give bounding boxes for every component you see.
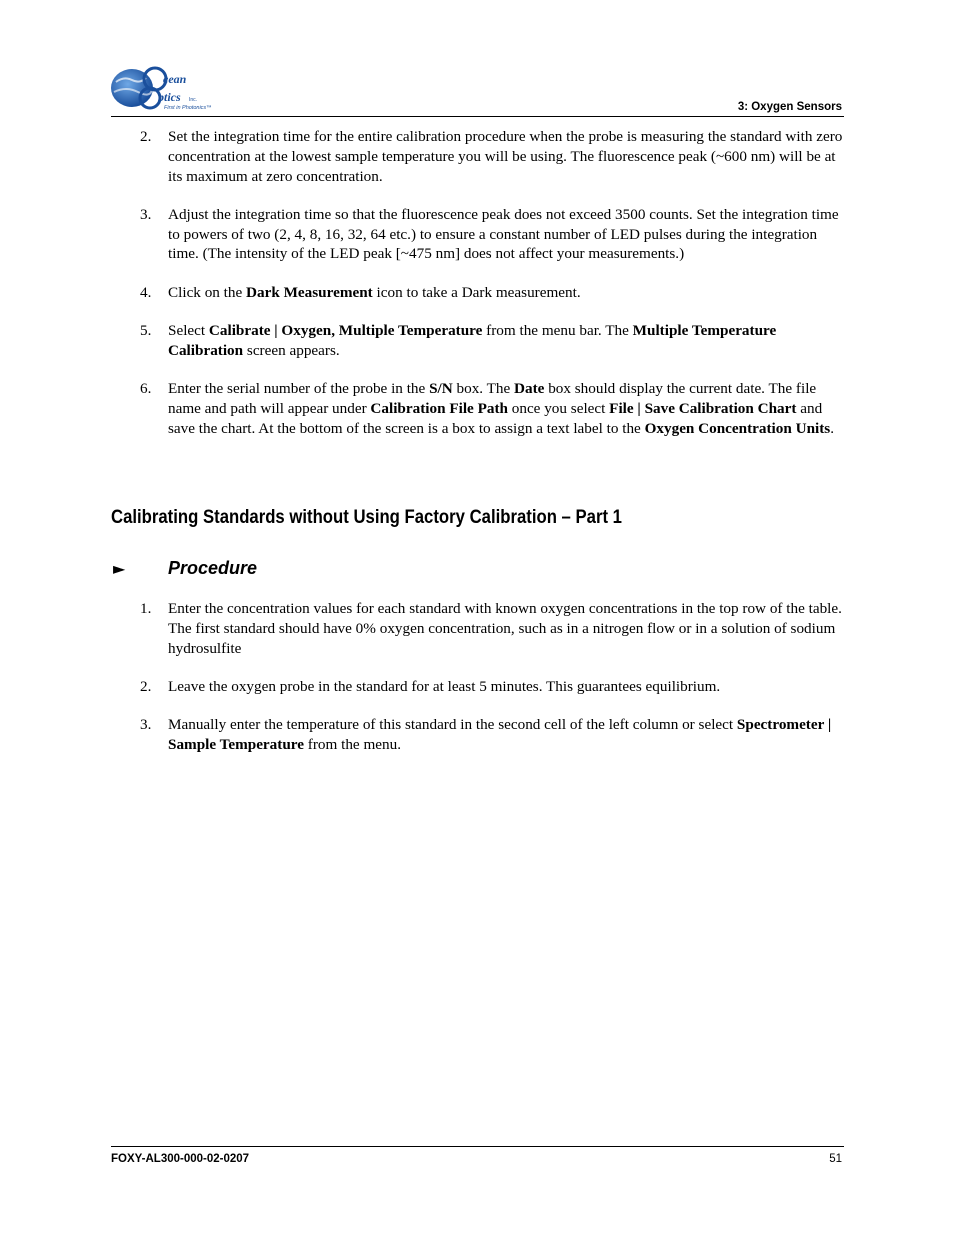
text-run: Adjust the integration time so that the fluorescence peak does not exceed 3500 counts. Set the integration time to powers of two (2, 4, 8, 16, 32, 64 etc.) to ensure a constant number of LED pulses during the integration time. (The intensity of the LED peak [~475 nm] does not affect your measurements.) — [168, 205, 839, 263]
list-item — [111, 715, 844, 755]
svg-text:Inc.: Inc. — [189, 97, 198, 103]
list-item-number: 3. — [140, 205, 152, 223]
text-run: box. The — [452, 380, 515, 398]
list-item-number: 2. — [140, 677, 152, 695]
footer-page-number: 51 — [829, 1153, 842, 1165]
list-item-number: 4. — [140, 283, 152, 301]
bold-term: Dark Measurement — [246, 283, 373, 301]
procedure-steps-list — [111, 599, 844, 773]
section-heading: Calibrating Standards without Using Factory Calibration – Part 1 — [111, 507, 622, 528]
list-item-number: 5. — [140, 322, 152, 340]
text-run: from the menu. — [303, 735, 401, 753]
footer-doc-id: FOXY-AL300-000-02-0207 — [111, 1153, 250, 1165]
svg-text:cean: cean — [163, 72, 187, 86]
text-run: Leave the oxygen probe in the standard for at least 5 minutes. This guarantees equilibrium. — [168, 677, 721, 695]
bold-term: S/N — [429, 380, 453, 398]
list-item — [111, 677, 844, 697]
bold-term: Calibration File Path — [370, 399, 508, 417]
list-item-number: 6. — [140, 380, 152, 398]
bold-term: File | Save Calibration Chart — [609, 399, 797, 417]
header-rule — [111, 116, 844, 117]
bold-term: Spectrometer | Sample Temperature — [168, 716, 832, 753]
bold-term: Date — [514, 380, 545, 398]
text-run: Enter the concentration values for each standard with known oxygen concentrations in the top row of the table. The first standard should have 0% oxygen concentration, such as in a nitrogen flow or in a solution of sodium hydrosulfite — [168, 600, 842, 657]
list-item-number: 3. — [140, 716, 152, 734]
text-run: from the menu bar. The — [482, 322, 633, 340]
list-item-number: 2. — [140, 128, 152, 145]
bold-term: Oxygen Concentration Units — [644, 419, 831, 437]
list-item — [111, 283, 844, 303]
text-run: Select — [168, 322, 209, 340]
list-item — [111, 321, 844, 361]
text-run: Set the integration time for the entire calibration procedure when the probe is measuring the standard with zero concentration at the lowest sample temperature you will be using. The fluorescence peak (~600 nm) will be at its maximum at zero concentration. — [168, 128, 843, 185]
text-run: Click on the — [168, 283, 247, 301]
svg-text:First in Photonics™: First in Photonics™ — [164, 105, 212, 111]
text-run: Enter the serial number of the probe in the — [168, 380, 430, 398]
list-item — [111, 127, 844, 186]
list-item-number: 1. — [140, 600, 152, 617]
list-item — [111, 205, 844, 264]
text-run: icon to take a Dark measurement. — [372, 283, 581, 301]
bold-term: Calibrate | Oxygen, Multiple Temperature — [208, 322, 483, 340]
list-item — [111, 379, 844, 438]
text-run: and save the chart. At the bottom of the screen is a box to assign a text label to the — [168, 399, 823, 437]
bold-term: Multiple Temperature Calibration — [168, 322, 777, 359]
svg-text:ptics: ptics — [158, 90, 181, 104]
list-item — [111, 599, 844, 658]
text-run: Manually enter the temperature of this standard in the second cell of the left column or select — [168, 716, 737, 734]
text-run: box should display the current date. The file name and path will appear under — [168, 380, 817, 417]
triangle-right-icon: ► — [113, 559, 126, 578]
text-run: once you select — [507, 399, 610, 417]
calibration-steps-list — [111, 127, 844, 457]
footer-rule — [111, 1146, 844, 1147]
procedure-label: Procedure — [168, 558, 258, 578]
text-run: screen appears. — [243, 341, 340, 359]
ocean-optics-logo — [108, 66, 226, 114]
text-run: . — [830, 419, 835, 437]
header-section-title: 3: Oxygen Sensors — [737, 101, 842, 113]
